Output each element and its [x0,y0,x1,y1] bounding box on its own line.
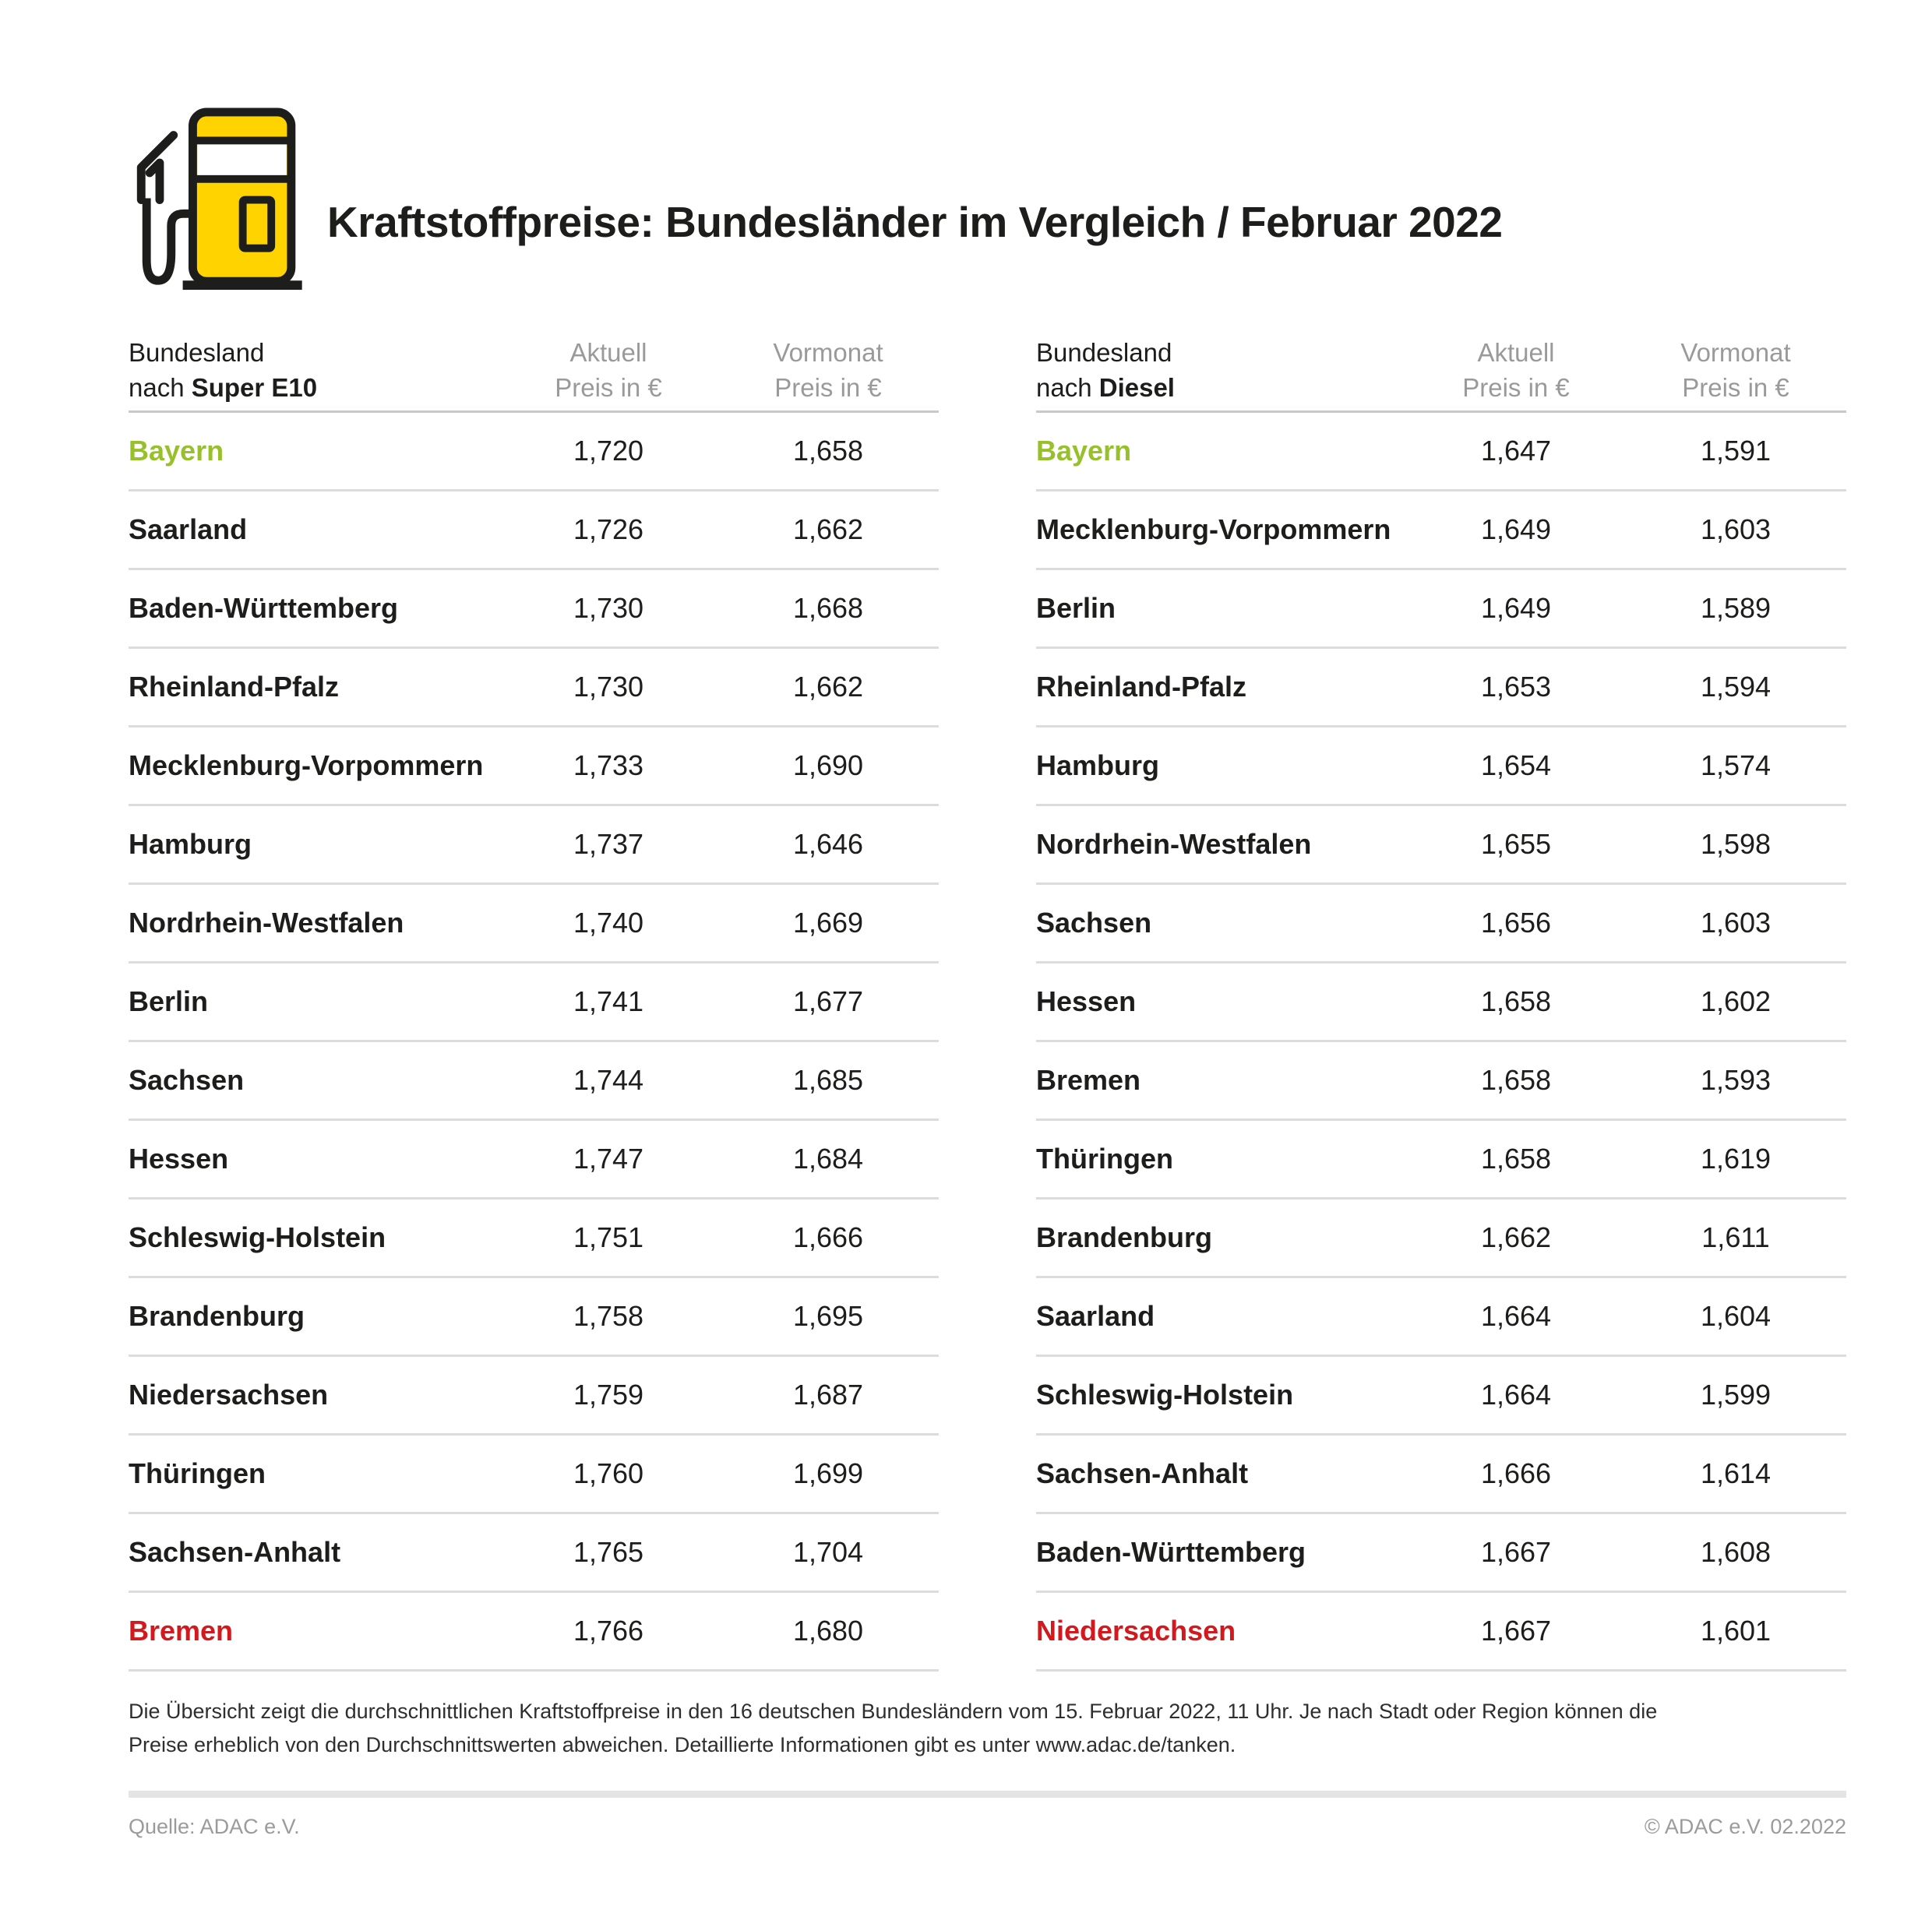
price-vormonat: 1,603 [1700,513,1772,545]
table-row [1036,806,1846,885]
state-name: Brandenburg [129,1300,305,1332]
price-aktuell: 1,658 [1480,985,1552,1017]
state-name: Hessen [129,1143,229,1175]
state-name: Mecklenburg-Vorpommern [129,749,484,781]
state-name: Sachsen [129,1064,245,1096]
price-aktuell: 1,658 [1480,1143,1552,1175]
table-row [1036,413,1846,491]
price-aktuell: 1,733 [573,749,644,781]
table-row [129,1042,939,1121]
price-vormonat: 1,687 [792,1379,864,1411]
table-row [1036,727,1846,806]
table-row [1036,1436,1846,1514]
price-aktuell: 1,744 [573,1064,644,1096]
source-note: Quelle: ADAC e.V. [129,1815,300,1838]
table-row [1036,1200,1846,1278]
table-super-e10 [129,335,939,1672]
price-vormonat: 1,619 [1700,1143,1772,1175]
footnote [129,1695,1657,1762]
page-title: Kraftstoffpreise: Bundesländer im Vergleich / Februar 2022 [327,198,1503,246]
state-name: Sachsen-Anhalt [129,1536,341,1568]
state-name: Rheinland-Pfalz [129,671,340,703]
price-vormonat: 1,614 [1700,1457,1772,1489]
state-name: Bremen [1036,1064,1141,1096]
footer-divider [129,1791,1846,1798]
price-aktuell: 1,730 [573,592,644,624]
column-header-aktuell: Aktuell Preis in € [555,338,662,402]
copyright-note: © ADAC e.V. 02.2022 [1644,1815,1846,1838]
price-vormonat: 1,599 [1700,1379,1772,1411]
state-name: Nordrhein-Westfalen [129,907,404,939]
price-vormonat: 1,611 [1701,1221,1770,1253]
state-name: Hamburg [1036,749,1160,781]
table-row [129,1593,939,1672]
state-name: Niedersachsen [129,1379,329,1411]
footnote-line-2: Preise erheblich von den Durchschnittswerten abweichen. Detaillierte Informationen gibt es unter www.adac.de/tanken. [129,1733,1236,1756]
price-vormonat: 1,602 [1700,985,1772,1017]
price-aktuell: 1,751 [573,1221,644,1253]
price-vormonat: 1,593 [1700,1064,1772,1096]
column-header-vormonat: Vormonat Preis in € [773,338,883,402]
state-name: Schleswig-Holstein [129,1221,386,1253]
price-vormonat: 1,685 [792,1064,864,1096]
column-header-bundesland: Bundesland nach Diesel [1036,338,1175,402]
price-aktuell: 1,662 [1480,1221,1552,1253]
table-row [129,1121,939,1200]
state-name: Rheinland-Pfalz [1036,671,1247,703]
price-aktuell: 1,649 [1480,513,1552,545]
state-name: Mecklenburg-Vorpommern [1036,513,1391,545]
price-vormonat: 1,662 [792,513,864,545]
price-vormonat: 1,680 [792,1615,864,1647]
table-row [1036,1278,1846,1357]
price-aktuell: 1,653 [1480,671,1552,703]
price-aktuell: 1,649 [1480,592,1552,624]
table-row [129,727,939,806]
price-vormonat: 1,668 [792,592,864,624]
price-vormonat: 1,589 [1700,592,1772,624]
table-row [1036,964,1846,1042]
price-vormonat: 1,684 [792,1143,864,1175]
price-aktuell: 1,759 [573,1379,644,1411]
table-row [129,1514,939,1593]
state-name: Baden-Württemberg [129,592,399,624]
price-vormonat: 1,646 [792,828,864,860]
price-vormonat: 1,662 [792,671,864,703]
state-name: Saarland [1036,1300,1155,1332]
price-vormonat: 1,604 [1700,1300,1772,1332]
table-row [1036,491,1846,570]
state-name: Sachsen [1036,907,1152,939]
price-aktuell: 1,656 [1480,907,1552,939]
state-name: Hamburg [129,828,252,860]
fuel-type-label: Super E10 [191,373,318,402]
table-row [1036,1593,1846,1672]
price-aktuell: 1,647 [1480,435,1552,467]
price-vormonat: 1,608 [1700,1536,1772,1568]
table-row [1036,1357,1846,1436]
column-header-bundesland: Bundesland nach Super E10 [129,338,318,402]
table-row [129,649,939,727]
price-vormonat: 1,699 [792,1457,864,1489]
price-aktuell: 1,666 [1480,1457,1552,1489]
price-aktuell: 1,654 [1480,749,1552,781]
price-aktuell: 1,655 [1480,828,1552,860]
price-aktuell: 1,664 [1480,1300,1552,1332]
price-vormonat: 1,594 [1700,671,1772,703]
price-aktuell: 1,741 [573,985,644,1017]
fuel-type-label: Diesel [1098,373,1175,402]
footnote-line-1: Die Übersicht zeigt die durchschnittlichen Kraftstoffpreise in den 16 deutschen Bundesländern vom 15. Februar 2022, 11 Uhr. Je nach Stadt oder Region können die [129,1700,1658,1723]
fuel-pump-icon [131,106,308,294]
table-row [129,570,939,649]
table-row [129,1357,939,1436]
state-name: Sachsen-Anhalt [1036,1457,1249,1489]
table-row [1036,1042,1846,1121]
price-aktuell: 1,658 [1480,1064,1552,1096]
state-name: Thüringen [1036,1143,1173,1175]
state-name: Saarland [129,513,248,545]
state-name: Berlin [129,985,209,1017]
table-row [1036,885,1846,964]
state-name: Bremen [129,1615,234,1647]
table-row [129,964,939,1042]
state-name: Bayern [1036,435,1132,467]
price-aktuell: 1,758 [573,1300,644,1332]
price-aktuell: 1,667 [1480,1536,1552,1568]
table-row [1036,1121,1846,1200]
price-vormonat: 1,690 [792,749,864,781]
state-name: Berlin [1036,592,1116,624]
price-aktuell: 1,737 [573,828,644,860]
state-name: Nordrhein-Westfalen [1036,828,1312,860]
table-row [129,1436,939,1514]
state-name: Bayern [129,435,224,467]
table-header-diesel [1036,335,1846,413]
state-name: Baden-Württemberg [1036,1536,1306,1568]
state-name: Thüringen [129,1457,266,1489]
table-row [1036,570,1846,649]
price-aktuell: 1,720 [573,435,644,467]
column-header-vormonat: Vormonat Preis in € [1680,338,1791,402]
price-vormonat: 1,601 [1700,1615,1772,1647]
price-vormonat: 1,695 [792,1300,864,1332]
price-aktuell: 1,667 [1480,1615,1552,1647]
price-vormonat: 1,669 [792,907,864,939]
table-row [129,806,939,885]
price-vormonat: 1,666 [792,1221,864,1253]
price-aktuell: 1,730 [573,671,644,703]
table-row [1036,649,1846,727]
price-aktuell: 1,765 [573,1536,644,1568]
price-vormonat: 1,677 [792,985,864,1017]
table-diesel [1036,335,1846,1672]
price-vormonat: 1,598 [1700,828,1772,860]
price-aktuell: 1,740 [573,907,644,939]
state-name: Brandenburg [1036,1221,1213,1253]
price-vormonat: 1,574 [1700,749,1772,781]
table-row [129,1200,939,1278]
table-header-super-e10 [129,335,939,413]
table-row [129,491,939,570]
price-vormonat: 1,704 [792,1536,864,1568]
price-aktuell: 1,726 [573,513,644,545]
price-vormonat: 1,658 [792,435,864,467]
state-name: Hessen [1036,985,1137,1017]
price-aktuell: 1,747 [573,1143,644,1175]
price-vormonat: 1,591 [1700,435,1772,467]
state-name: Niedersachsen [1036,1615,1236,1647]
table-row [129,885,939,964]
state-name: Schleswig-Holstein [1036,1379,1294,1411]
price-aktuell: 1,766 [573,1615,644,1647]
price-aktuell: 1,760 [573,1457,644,1489]
table-row [1036,1514,1846,1593]
price-aktuell: 1,664 [1480,1379,1552,1411]
table-row [129,413,939,491]
table-row [129,1278,939,1357]
column-header-aktuell: Aktuell Preis in € [1462,338,1570,402]
price-vormonat: 1,603 [1700,907,1772,939]
